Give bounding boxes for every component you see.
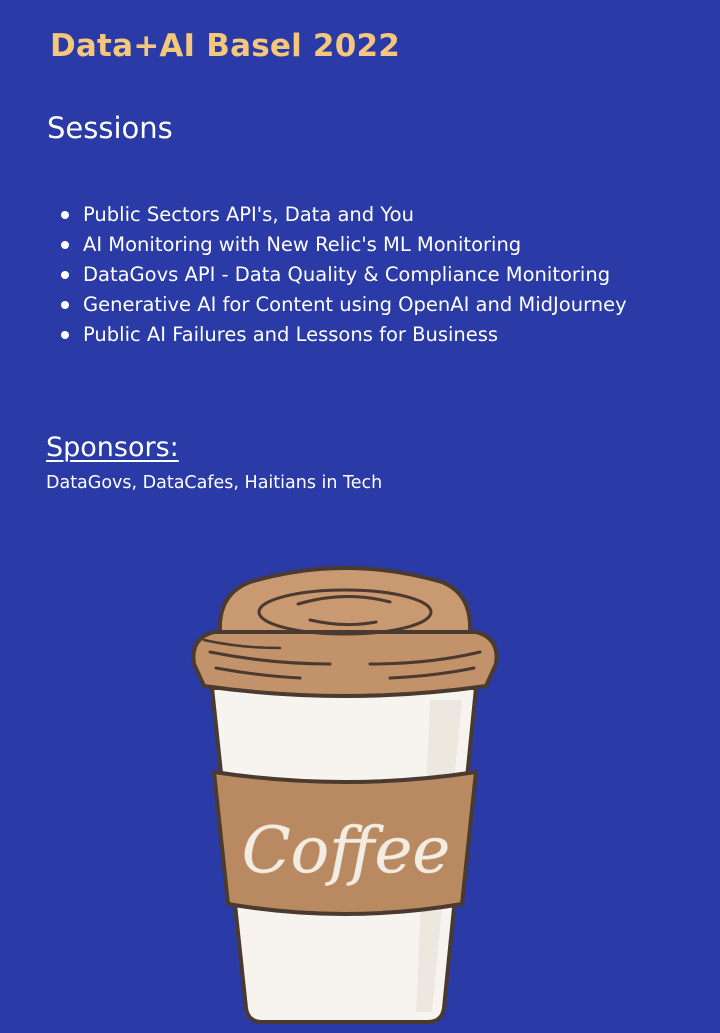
event-title: Data+AI Basel 2022 <box>50 28 401 64</box>
sponsors-list: DataGovs, DataCafes, Haitians in Tech <box>46 473 383 493</box>
session-item: DataGovs API - Data Quality & Compliance Monitoring <box>58 260 627 290</box>
session-item: AI Monitoring with New Relic's ML Monitoring <box>58 230 627 260</box>
coffee-cup-icon <box>180 560 510 1030</box>
sponsors-heading: Sponsors: <box>46 432 179 463</box>
cup-lid-rim <box>193 632 496 696</box>
cup-label: Coffee <box>241 814 451 888</box>
session-item: Generative AI for Content using OpenAI and MidJourney <box>58 290 627 320</box>
session-list <box>58 200 627 350</box>
cup-lid-top <box>220 568 470 632</box>
session-item: Public AI Failures and Lessons for Business <box>58 320 627 350</box>
session-item: Public Sectors API's, Data and You <box>58 200 627 230</box>
sessions-heading: Sessions <box>47 111 173 145</box>
